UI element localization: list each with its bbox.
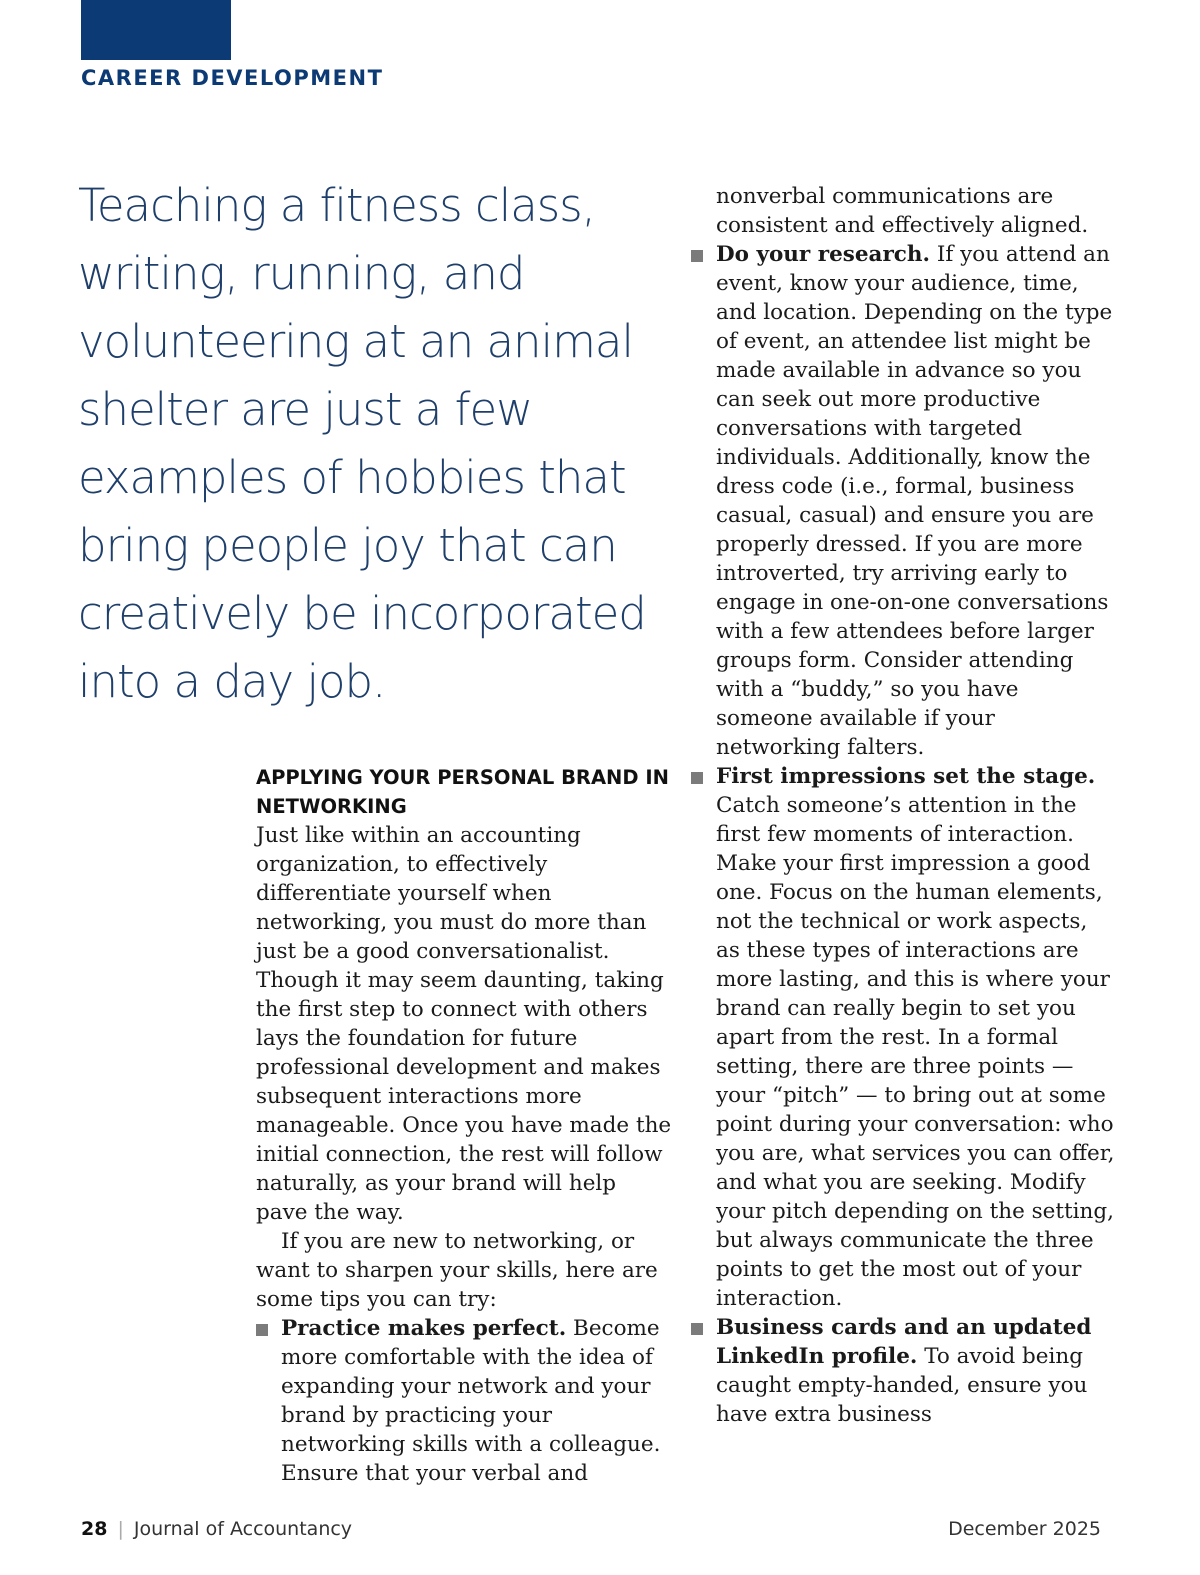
tip-body: Become more comfortable with the idea of expanding your network and your brand by practicing your networking skills with a colleague. Ensure that your verbal and [281, 1316, 661, 1486]
tips-list [256, 1314, 674, 1488]
article-column-middle [256, 763, 674, 1488]
tip-item [716, 1313, 1116, 1429]
tip-continued-text: nonverbal communications are consistent and effectively aligned. [716, 184, 1089, 238]
section-label: CAREER DEVELOPMENT [81, 66, 384, 90]
tip-title: Business cards and an updated LinkedIn profile. [716, 1315, 1092, 1369]
article-subhead: APPLYING YOUR PERSONAL BRAND IN NETWORKING [256, 766, 669, 818]
publication-name: Journal of Accountancy [133, 1518, 353, 1540]
square-bullet-icon [256, 1324, 268, 1336]
article-paragraph: If you are new to networking, or want to sharpen your skills, here are some tips you can try: [256, 1229, 658, 1312]
page-number: 28 [81, 1518, 108, 1540]
square-bullet-icon [691, 1323, 703, 1335]
tip-item [716, 762, 1116, 1313]
header-color-block [81, 0, 231, 60]
tip-item [256, 1314, 674, 1488]
tip-title: Do your research. [716, 242, 931, 267]
tip-body: If you attend an event, know your audience, time, and location. Depending on the type of event, an attendee list might be made available in advance so you can seek out more productive conversations with targeted individuals. Additionally, know the dress code (i.e., formal, business casual, casual) and ensure you are properly dressed. If you are more introverted, try arriving early to engage in one-on-one conversations with a few attendees before larger groups form. Consider attending with a “buddy,” so you have someone available if your networking falters. [716, 242, 1113, 760]
article-column-right [716, 182, 1116, 1429]
article-paragraph: Just like within an accounting organization, to effectively differentiate yourself when networking, you must do more than just be a good conversationalist. Though it may seem daunting, taking the first step to connect with others lays the foundation for future professional development and makes subsequent interactions more manageable. Once you have made the initial connection, the rest will follow naturally, as your brand will help pave the way. [256, 823, 672, 1225]
square-bullet-icon [691, 250, 703, 262]
footer-separator: | [117, 1518, 124, 1540]
tip-title: Practice makes perfect. [281, 1316, 567, 1341]
tips-list [716, 240, 1116, 1429]
issue-date: December 2025 [948, 1518, 1101, 1540]
tip-body: To avoid being caught empty-handed, ensure you have extra business [716, 1344, 1088, 1427]
pull-quote: Teaching a fitness class, writing, running, and volunteering at an animal shelter are just a few examples of hobbies that bring people joy that can creatively be incorporated into a day job. [78, 179, 646, 708]
tip-item [716, 240, 1116, 762]
footer-left [81, 1518, 352, 1540]
tip-title: First impressions set the stage. [716, 764, 1096, 789]
tip-body: Catch someone’s attention in the first few moments of interaction. Make your first impression a good one. Focus on the human elements, not the technical or work aspects, as these types of interactions are more lasting, and this is where your brand can really begin to set you apart from the rest. In a formal setting, there are three points — your “pitch” — to bring out at some point during your conversation: who you are, what services you can offer, and what you are seeking. Modify your pitch depending on the setting, but always communicate the three points to get the most out of your interaction. [716, 793, 1115, 1311]
square-bullet-icon [691, 772, 703, 784]
